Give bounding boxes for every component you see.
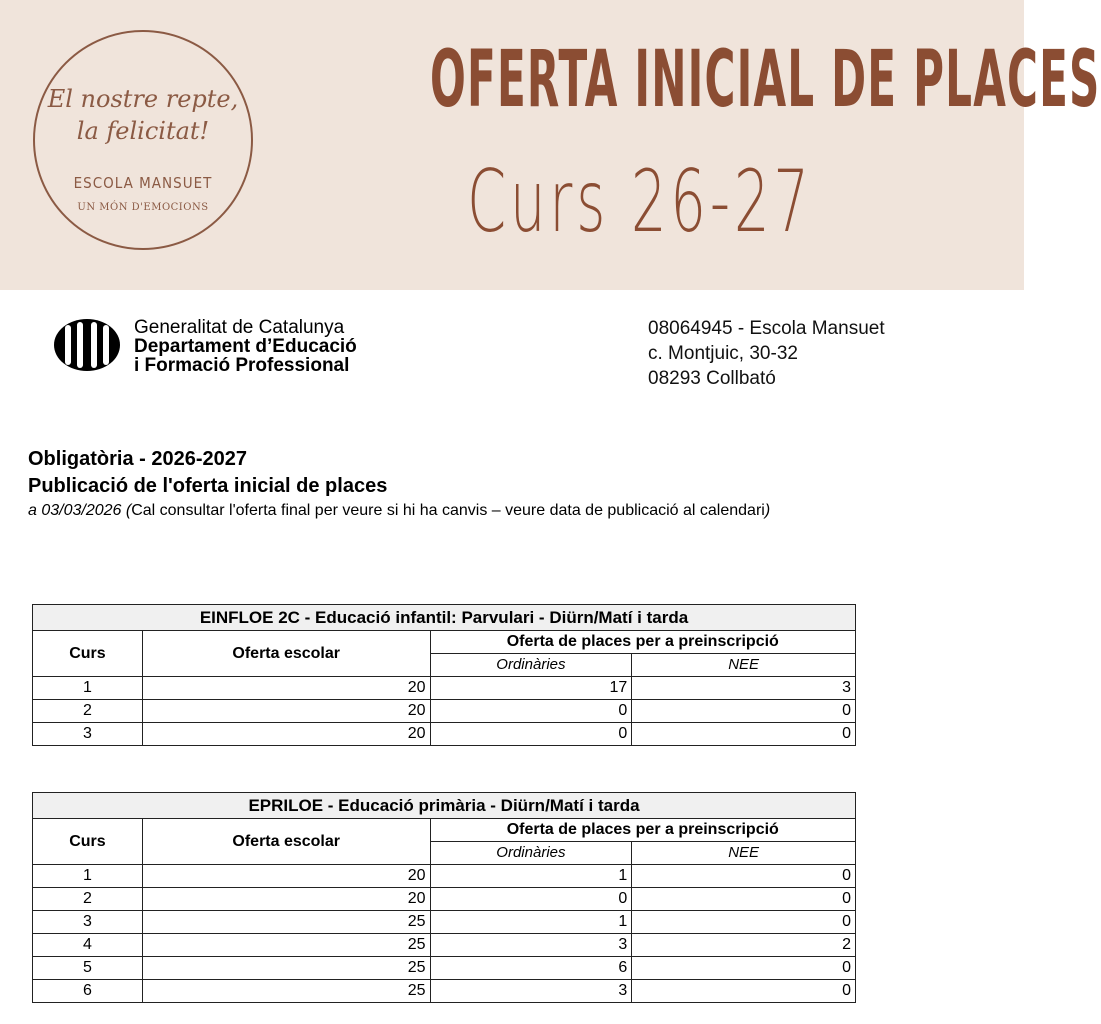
col-header-nee: NEE [632,842,856,865]
cell-nee: 3 [632,677,856,700]
cell-ordinaries: 17 [430,677,632,700]
cell-curs: 3 [33,911,143,934]
table-caption: EPRILOE - Educació primària - Diürn/Matí i tarda [33,793,856,819]
col-header-nee: NEE [632,654,856,677]
cell-nee: 0 [632,911,856,934]
cell-ordinaries: 1 [430,911,632,934]
generalitat-stripes-icon [52,317,122,373]
heading-publication: Publicació de l'oferta inicial de places [28,475,388,497]
school-address: c. Montjuic, 30-32 [648,343,798,364]
cell-nee: 0 [632,700,856,723]
offer-table-infantil [32,604,856,746]
cell-oferta: 20 [142,723,430,746]
cell-curs: 1 [33,865,143,888]
table-caption: EINFLOE 2C - Educació infantil: Parvulari - Diürn/Matí i tarda [33,605,856,631]
badge-school-name: ESCOLA MANSUET [73,174,213,192]
generalitat-line1: Generalitat de Catalunya [134,317,345,338]
cell-nee: 2 [632,934,856,957]
cell-oferta: 20 [142,700,430,723]
cell-ordinaries: 0 [430,888,632,911]
col-header-curs: Curs [33,819,143,865]
table-row [33,865,856,888]
cell-oferta: 25 [142,911,430,934]
cell-ordinaries: 3 [430,934,632,957]
school-info [648,316,885,391]
badge-tagline: UN MÓN D'EMOCIONS [77,202,209,213]
cell-curs: 2 [33,700,143,723]
table-row [33,980,856,1003]
generalitat-line2: Departament d’Educació [134,336,357,357]
cell-nee: 0 [632,980,856,1003]
note-text: Cal consultar l'oferta final per veure si hi ha canvis – veure data de publicació al calendari [131,502,765,519]
header-banner [0,0,1101,290]
col-header-curs: Curs [33,631,143,677]
heading-stage: Obligatòria - 2026-2027 [28,448,247,470]
badge-motto-line2: la felicitat! [76,117,210,145]
cell-oferta: 25 [142,934,430,957]
cell-ordinaries: 3 [430,980,632,1003]
page-title: OFERTA INICIAL DE PLACES [430,35,1101,125]
cell-ordinaries: 1 [430,865,632,888]
cell-oferta: 20 [142,677,430,700]
table-row [33,957,856,980]
page-subtitle: Curs 26-27 [467,152,813,252]
cell-ordinaries: 0 [430,723,632,746]
cell-curs: 5 [33,957,143,980]
heading-note [28,500,1018,522]
cell-nee: 0 [632,888,856,911]
generalitat-name [134,318,357,375]
cell-oferta: 25 [142,980,430,1003]
table-row [33,911,856,934]
cell-oferta: 25 [142,957,430,980]
document-heading [28,446,1018,522]
cell-curs: 6 [33,980,143,1003]
note-date: a 03/03/2026 ( [28,502,132,519]
note-close: ) [764,502,771,519]
col-header-oferta: Oferta escolar [142,631,430,677]
col-header-preinscripcio: Oferta de places per a preinscripció [430,819,855,842]
school-badge [33,30,253,250]
cell-curs: 1 [33,677,143,700]
table-row [33,723,856,746]
col-header-ordinaries: Ordinàries [430,842,632,865]
badge-motto-line1: El nostre repte, [47,85,239,113]
offer-table-primaria [32,792,856,1003]
table-row [33,934,856,957]
cell-curs: 3 [33,723,143,746]
school-code-name: 08064945 - Escola Mansuet [648,318,885,339]
cell-curs: 4 [33,934,143,957]
table-row [33,888,856,911]
cell-curs: 2 [33,888,143,911]
cell-oferta: 20 [142,888,430,911]
cell-nee: 0 [632,865,856,888]
col-header-oferta: Oferta escolar [142,819,430,865]
table-row [33,700,856,723]
generalitat-line3: i Formació Professional [134,355,350,376]
cell-nee: 0 [632,723,856,746]
table-row [33,677,856,700]
cell-oferta: 20 [142,865,430,888]
col-header-preinscripcio: Oferta de places per a preinscripció [430,631,855,654]
cell-nee: 0 [632,957,856,980]
cell-ordinaries: 0 [430,700,632,723]
col-header-ordinaries: Ordinàries [430,654,632,677]
cell-ordinaries: 6 [430,957,632,980]
school-city: 08293 Collbató [648,368,776,389]
